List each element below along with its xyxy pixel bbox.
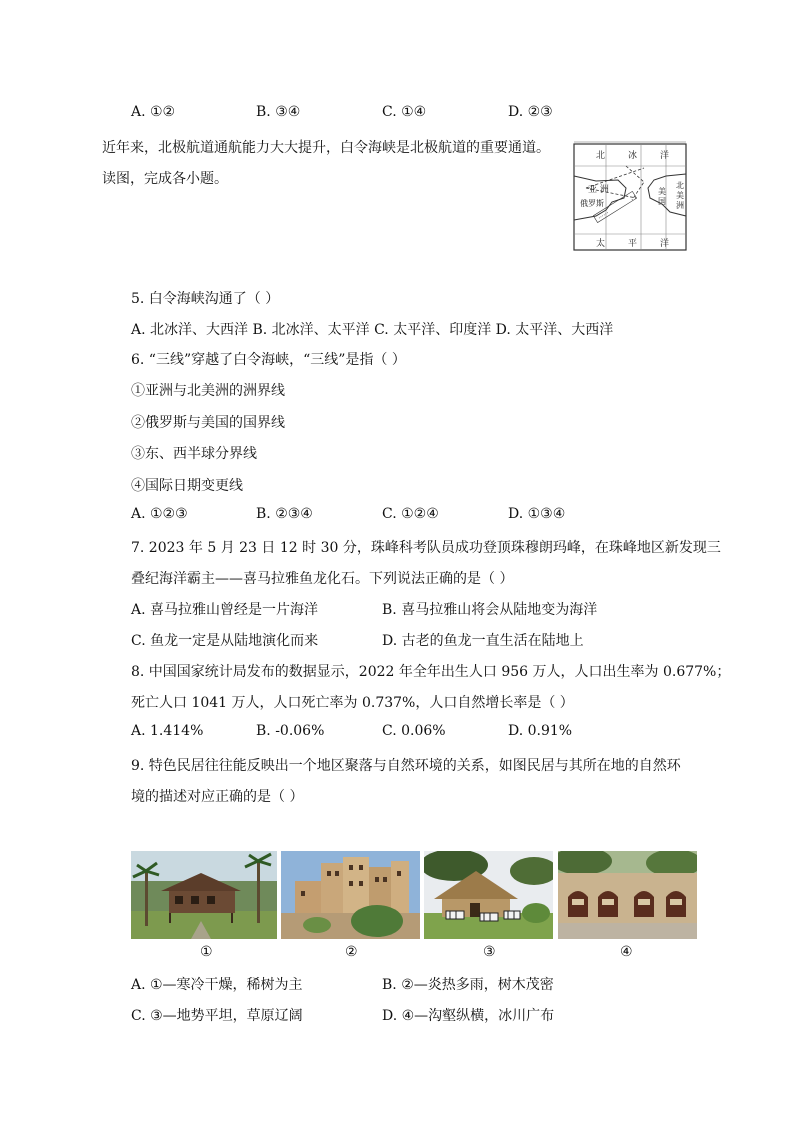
map-label-top-1: 北: [596, 151, 606, 161]
map-label-russia: 俄罗斯: [580, 199, 604, 208]
q5-stem: 5. 白令海峡沟通了（ ）: [131, 291, 280, 307]
photo-label-2: ②: [345, 944, 358, 960]
map-label-bottom-3: 洋: [660, 239, 670, 249]
q8-option-d: D. 0.91%: [508, 723, 573, 739]
map-label-usa-2: 国: [658, 197, 666, 206]
map-label-na-1: 北: [676, 181, 684, 190]
q7-line-1: 7. 2023 年 5 月 23 日 12 时 30 分，珠峰科考队员成功登顶珠穆朗玛峰，在珠峰地区新发现三: [131, 540, 721, 556]
photo-cave-dwelling: [558, 851, 697, 939]
map-label-top-3: 洋: [660, 151, 670, 161]
intro-line-2: 读图，完成各小题。: [102, 171, 228, 187]
photo-label-1: ①: [200, 944, 213, 960]
prev-option-c: C. ①④: [382, 104, 427, 120]
q8-option-a: A. 1.414%: [131, 723, 204, 739]
map-label-usa-1: 美: [658, 187, 666, 196]
q9-option-a: A. ①—寒冷干燥，稀树为主: [131, 977, 303, 993]
photo-label-3: ③: [483, 944, 496, 960]
map-label-top-2: 冰: [628, 151, 638, 161]
q9-option-c: C. ③—地势平坦，草原辽阔: [131, 1008, 303, 1024]
q7-option-d: D. 古老的鱼龙一直生活在陆地上: [382, 633, 584, 649]
map-label-asia: 亚 洲: [588, 185, 609, 195]
prev-option-b: B. ③④: [256, 104, 301, 120]
photo-mud-towers: [281, 851, 420, 939]
prev-option-d: D. ②③: [508, 104, 553, 120]
q7-line-2: 叠纪海洋霸主——喜马拉雅鱼龙化石。下列说法正确的是（ ）: [131, 571, 514, 587]
map-label-na-2: 美: [676, 191, 684, 200]
q9-line-2: 境的描述对应正确的是（ ）: [131, 789, 304, 805]
q8-line-2: 死亡人口 1041 万人，人口死亡率为 0.737%，人口自然增长率是（ ）: [131, 695, 574, 711]
q6-option-c: C. ①②④: [382, 506, 439, 522]
map-label-bottom-2: 平: [628, 239, 638, 249]
q6-stem: 6. “三线”穿越了白令海峡，“三线”是指（ ）: [131, 352, 406, 368]
q6-item-1: ①亚洲与北美洲的洲界线: [131, 383, 285, 399]
q6-option-d: D. ①③④: [508, 506, 566, 522]
q7-option-a: A. 喜马拉雅山曾经是一片海洋: [131, 602, 319, 618]
photo-thatched-hut: [424, 851, 553, 939]
map-label-bottom-1: 太: [596, 239, 606, 249]
photo-stilt-house: [131, 851, 277, 939]
q9-line-1: 9. 特色民居往往能反映出一个地区聚落与自然环境的关系，如图民居与其所在地的自然环: [131, 758, 681, 774]
q9-option-b: B. ②—炎热多雨，树木茂密: [382, 977, 554, 993]
q7-option-c: C. 鱼龙一定是从陆地演化而来: [131, 633, 319, 649]
intro-line-1: 近年来，北极航道通航能力大大提升，白令海峡是北极航道的重要通道。: [102, 140, 550, 156]
q9-option-d: D. ④—沟壑纵横，冰川广布: [382, 1008, 555, 1024]
map-label-na-3: 洲: [676, 201, 684, 210]
q8-line-1: 8. 中国国家统计局发布的数据显示，2022 年全年出生人口 956 万人，人口出生率为 0.677%；: [131, 664, 731, 680]
q7-option-b: B. 喜马拉雅山将会从陆地变为海洋: [382, 602, 598, 618]
q5-options: A. 北冰洋、大西洋 B. 北冰洋、太平洋 C. 太平洋、印度洋 D. 太平洋、大西洋: [131, 322, 614, 338]
q6-item-4: ④国际日期变更线: [131, 478, 243, 494]
q6-item-2: ②俄罗斯与美国的国界线: [131, 415, 285, 431]
q6-item-3: ③东、西半球分界线: [131, 446, 257, 462]
bering-strait-map: [566, 136, 690, 256]
q6-option-b: B. ②③④: [256, 506, 313, 522]
photo-label-4: ④: [620, 944, 633, 960]
prev-option-a: A. ①②: [131, 104, 176, 120]
q6-option-a: A. ①②③: [131, 506, 188, 522]
q8-option-c: C. 0.06%: [382, 723, 446, 739]
q8-option-b: B. -0.06%: [256, 723, 325, 739]
svg-text:······: ······: [596, 209, 611, 222]
